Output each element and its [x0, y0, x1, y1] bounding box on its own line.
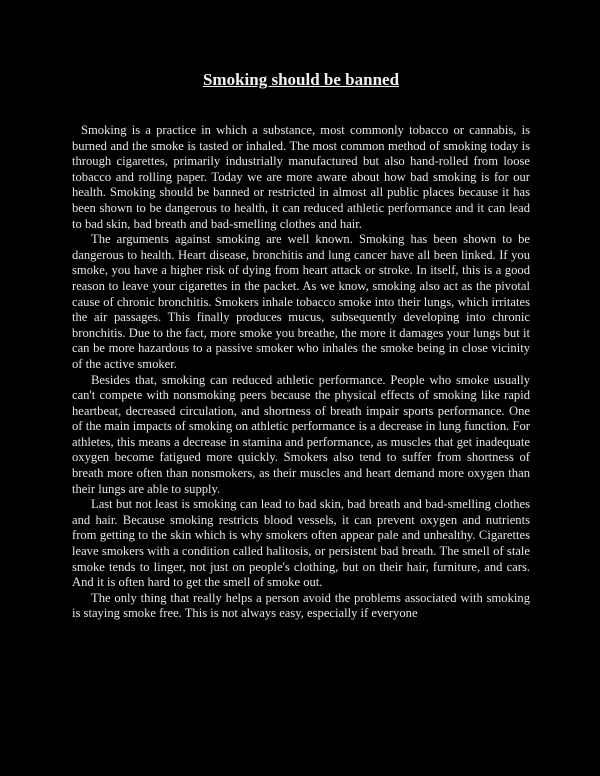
- document-page: [72, 70, 530, 622]
- paragraph-intro: Smoking is a practice in which a substance, most commonly tobacco or cannabis, is burned and the smoke is tasted or inhaled. The most common method of smoking today is through cigarettes, primarily industrially manufactured but also hand-rolled from loose tobacco and rolling paper. Today we are more aware about how bad smoking is for our health. Smoking should be banned or restricted in almost all public places because it has been shown to be dangerous to health, it can reduced athletic performance and it can lead to bad skin, bad breath and bad-smelling clothes and hair.: [72, 123, 530, 231]
- paragraph-appearance: Last but not least is smoking can lead to bad skin, bad breath and bad-smelling clothes and hair. Because smoking restricts blood vessels, it can prevent oxygen and nutrients from getting to the skin which is why smokers often appear pale and unhealthy. Cigarettes leave smokers with a condition called halitosis, or persistent bad breath. The smell of stale smoke tends to linger, not just on people's clothing, but on their hair, furniture, and cars. And it is often hard to get the smell of smoke out.: [72, 497, 530, 590]
- paragraph-health: The arguments against smoking are well known. Smoking has been shown to be dangerous to health. Heart disease, bronchitis and lung cancer have all been linked. If you smoke, you have a higher risk of dying from heart attack or stroke. In itself, this is a good reason to leave your cigarettes in the packet. As we know, smoking also act as the pivotal cause of chronic bronchitis. Smokers inhale tobacco smoke into their lungs, which irritates the air passages. This finally produces mucus, subsequently developing into chronic bronchitis. Due to the fact, more smoke you breathe, the more it damages your lungs but it can be more hazardous to a passive smoker who inhales the smoke being in close vicinity of the active smoker.: [72, 232, 530, 371]
- paragraph-conclusion: The only thing that really helps a person avoid the problems associated with smoking is staying smoke free. This is not always easy, especially if everyone: [72, 590, 530, 621]
- document-title: Smoking should be banned: [202, 70, 400, 89]
- paragraph-athletic: Besides that, smoking can reduced athletic performance. People who smoke usually can't compete with nonsmoking peers because the physical effects of smoking like rapid heartbeat, decreased circulation, and shortness of breath impair sports performance. One of the main impacts of smoking on athletic performance is a decrease in lung function. For athletes, this means a decrease in stamina and performance, as muscles that get inadequate oxygen become fatigued more quickly. Smokers also tend to suffer from shortness of breath more often than nonsmokers, as their muscles and heart demand more oxygen than their lungs are able to supply.: [72, 372, 530, 496]
